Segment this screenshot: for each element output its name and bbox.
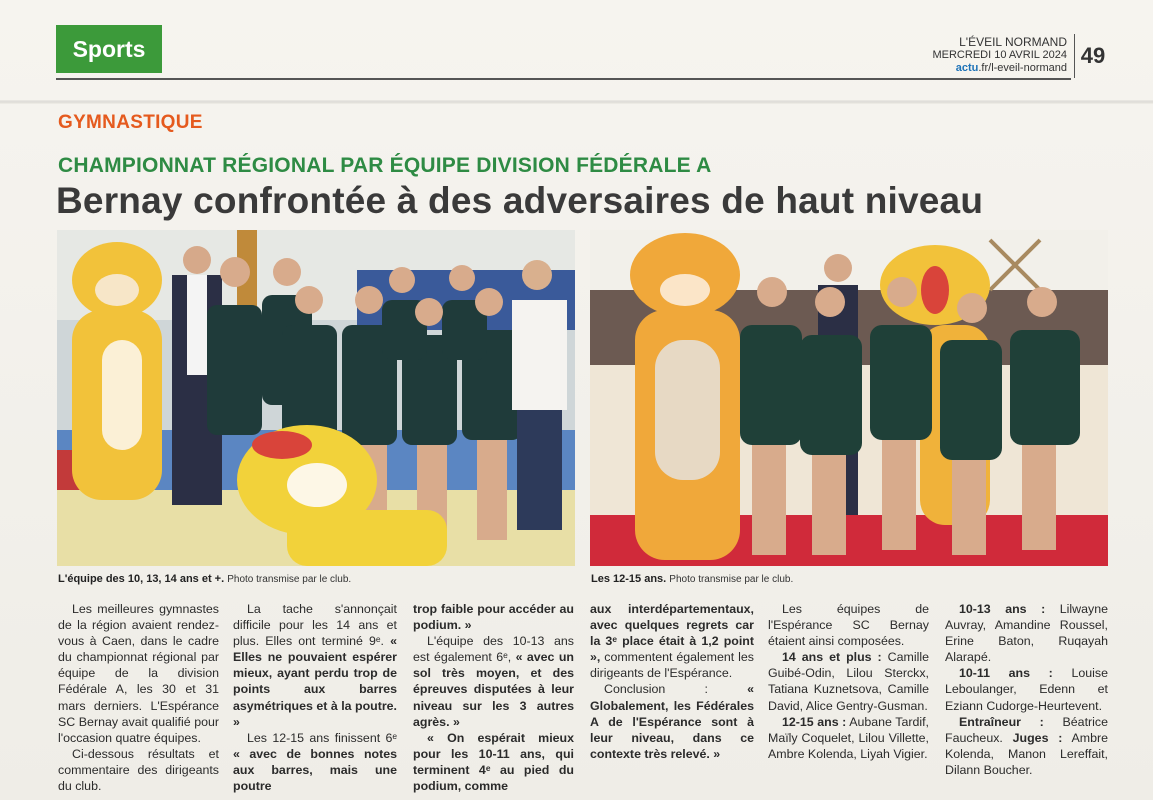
col6-l2-text: Louise Leboulanger, Edenn et Ezіann Cudorge-Heurtevent. (945, 666, 1108, 713)
col6-l3-text: Béatrice Faucheux. (945, 714, 1108, 745)
col2-p2-quote: « avec de bonnes notes aux barres, mais une poutre (233, 746, 397, 794)
caption-left-text: L'équipe des 10, 13, 14 ans et +. (58, 573, 225, 585)
col5-l2-label: 12-15 ans : (782, 714, 847, 729)
paper-url (932, 62, 1067, 75)
page-number: 49 (1074, 34, 1111, 78)
col5-l1-label: 14 ans et plus : (782, 650, 882, 665)
section-badge: Sports (56, 25, 162, 73)
caption-right-text: Les 12-15 ans. (591, 573, 667, 585)
col6-line-1 (945, 601, 1108, 665)
col2-para-2 (233, 730, 397, 794)
col5-l1-text: Camille Guibé-Odin, Lilou Sterckx, Tatiana Kuznetsova, Camille David, Alice Gentry-Gusman. (768, 650, 929, 713)
col6-l1-text: Lilwayne Auvray, Amandine Roussel, Erine Baton, Ruqayah Alarapé. (945, 602, 1108, 665)
caption-left-credit: Photo transmise par le club. (227, 574, 352, 585)
page-fold (0, 100, 1153, 104)
col4-p1-quote: aux interdépartementaux, avec quelques regrets car la 3ᵉ place était à 1,2 point », (590, 602, 754, 665)
url-rest: .fr/l-eveil-normand (978, 62, 1067, 74)
col6-line-2 (945, 665, 1108, 713)
paper-name: L'ÉVEIL NORMAND (959, 35, 1067, 49)
col3-p2-quote: « avec un sol très moyen, et des épreuves disputées à leur niveau sur les 3 autres agrès. » (413, 650, 574, 729)
column-2 (233, 601, 397, 794)
col3-p2-text: L'équipe des 10-13 ans est également 6ᵉ, (413, 634, 574, 665)
col4-p1-text: commentent également les dirigeants de l'Espérance. (590, 650, 754, 681)
col2-p2-text: Les 12-15 ans finissent 6ᵉ (247, 730, 397, 745)
col6-l4-label: Juges : (1012, 730, 1063, 745)
col6-line-3 (945, 714, 1108, 778)
col3-p3-quote: « On espérait mieux pour les 10-11 ans, qui terminent 4ᵉ au pied du podium, comme (413, 730, 574, 794)
col2-para-1 (233, 601, 397, 730)
masthead (932, 36, 1067, 75)
photo-team-12-15 (590, 230, 1108, 566)
column-4 (590, 601, 754, 762)
col1-para-1: Les meilleures gymnastes de la région avaient rendez-vous à Caen, dans le cadre du championnat régional par équipe de la division Fédérale A, les 30 et 31 mars derniers. L'Espérance SC Bernay avait qualifié pour l'occasion quatre équipes. (58, 602, 219, 745)
column-1 (58, 601, 219, 794)
url-accent: actu (955, 62, 979, 74)
photo-team-10-13-14 (57, 230, 575, 566)
col6-l1-label: 10-13 ans : (959, 602, 1046, 616)
rubric: GYMNASTIQUE (58, 112, 203, 133)
col2-p1-quote: « Elles ne pouvaient espérer mieux, ayant perdu trop de points aux barres asymétriques et à la poutre. » (233, 634, 397, 729)
col4-para-2 (590, 681, 754, 761)
col4-p2-quote: « Globalement, les Fédérales A de l'Espérance sont à leur niveau, dans ce contexte très relevé. » (590, 682, 754, 761)
col6-l3-label: Entraîneur : (959, 714, 1044, 729)
col3-p1-quote: trop faible pour accéder au podium. » (413, 602, 574, 633)
col6-l4-text: Ambre Kolenda, Manon Lereffait, Dilann Boucher. (945, 730, 1108, 777)
kicker: CHAMPIONNAT RÉGIONAL PAR ÉQUIPE DIVISION FÉDÉRALE A (58, 154, 712, 177)
col3-para-2 (413, 633, 574, 730)
issue-date: MERCREDI 10 AVRIL 2024 (932, 49, 1067, 61)
col3-para-3 (413, 730, 574, 794)
col4-p2-text: Conclusion : (604, 682, 708, 697)
column-6 (945, 601, 1108, 778)
col6-l2-label: 10-11 ans : (959, 666, 1053, 681)
caption-left (58, 573, 351, 585)
column-3 (413, 601, 574, 794)
column-5 (768, 601, 929, 762)
caption-right (591, 573, 793, 585)
col5-line-2 (768, 714, 929, 762)
caption-right-credit: Photo transmise par le club. (669, 574, 794, 585)
col1-para-2: Ci-dessous résultats et commentaire des dirigeants du club. (58, 746, 219, 794)
header-rule (56, 78, 1071, 80)
col2-p1-text: La tache s'annonçait difficile pour les 14 ans et plus. Elles ont terminé 9ᵉ. (233, 602, 397, 649)
col5-l2-text: Aubane Tardif, Maïly Coquelet, Lilou Villette, Ambre Kolenda, Liyah Vigier. (768, 714, 929, 761)
col4-para-1 (590, 601, 754, 681)
headline: Bernay confrontée à des adversaires de haut niveau (56, 180, 984, 221)
col5-intro: Les équipes de l'Espérance SC Bernay étaient ainsi composées. (768, 602, 929, 649)
col5-line-1 (768, 649, 929, 713)
col3-para-1 (413, 601, 574, 633)
